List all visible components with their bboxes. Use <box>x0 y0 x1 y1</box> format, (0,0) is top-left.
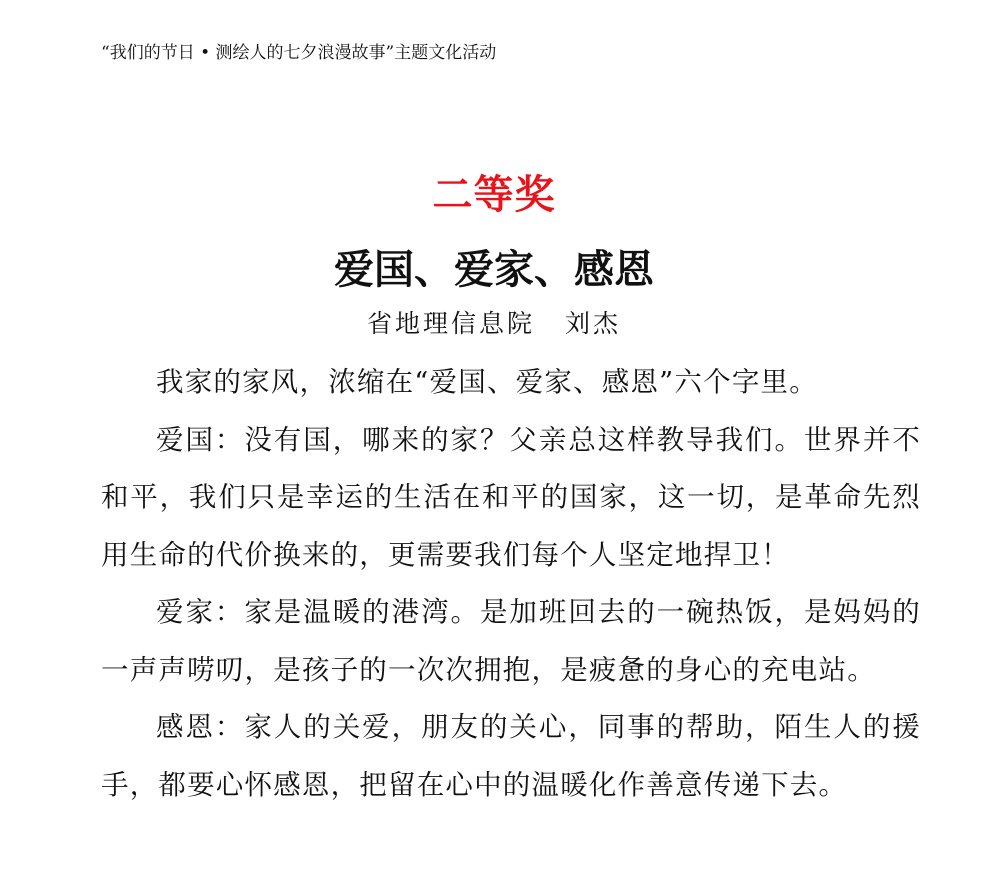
paragraph-intro: 我家的家风，浓缩在“爱国、爱家、感恩”六个字里。 <box>156 366 818 398</box>
author-organization: 省地理信息院 <box>366 309 535 338</box>
article-body <box>101 354 921 814</box>
byline <box>0 306 988 342</box>
award-heading: 二等奖 <box>432 171 556 218</box>
page-header: “我们的节日 • 测绘人的七夕浪漫故事”主题文化活动 <box>101 43 497 63</box>
article-title: 爱国、爱家、感恩 <box>334 246 654 293</box>
author-name: 刘杰 <box>565 309 622 338</box>
paragraph-gratitude: 感恩：家人的关爱，朋友的关心，同事的帮助，陌生人的援手，都要心怀感恩，把留在心中的温暖化作善意传递下去。 <box>101 711 921 801</box>
paragraph-patriotism: 爱国：没有国，哪来的家？父亲总这样教导我们。世界并不和平，我们只是幸运的生活在和平的国家，这一切，是革命先烈用生命的代价换来的，更需要我们每个人坚定地捍卫！ <box>101 423 921 571</box>
paragraph-family: 爱家：家是温暖的港湾。是加班回去的一碗热饭，是妈妈的一声声唠叨，是孩子的一次次拥抱，是疲惫的身心的充电站。 <box>101 596 921 686</box>
